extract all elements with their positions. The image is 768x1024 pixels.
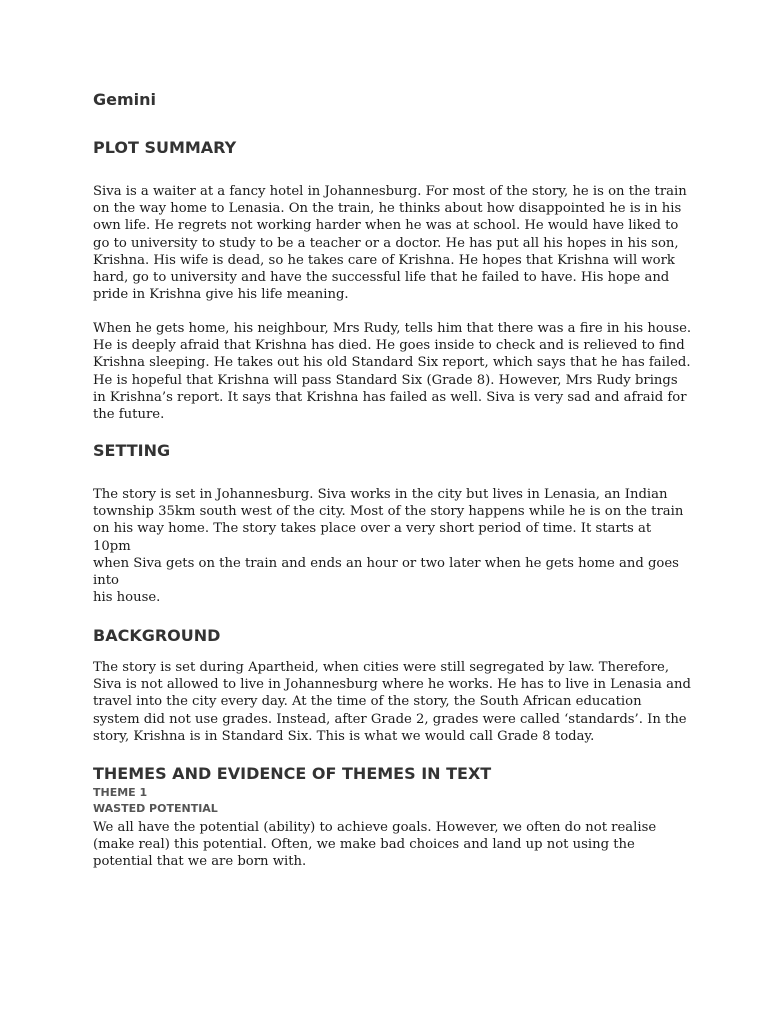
text-line: own life. He regrets not working harder when he was at school. He would have liked to [93, 218, 679, 234]
text-line: potential that we are born with. [93, 854, 307, 870]
text-line: When he gets home, his neighbour, Mrs Rudy, tells him that there was a fire in his house. [93, 321, 692, 336]
section-heading-background: BACKGROUND [93, 626, 221, 645]
section-heading-themes: THEMES AND EVIDENCE OF THEMES IN TEXT [93, 764, 492, 783]
theme-name-label: WASTED POTENTIAL [93, 802, 218, 815]
text-line: pride in Krishna give his life meaning. [93, 287, 349, 303]
text-line: Siva is a waiter at a fancy hotel in Johannesburg. For most of the story, he is on the train [93, 184, 687, 199]
text-line: We all have the potential (ability) to achieve goals. However, we often do not realise [93, 820, 657, 835]
text-line: Krishna. His wife is dead, so he takes care of Krishna. He hopes that Krishna will work [93, 252, 675, 268]
text-line: The story is set in Johannesburg. Siva works in the city but lives in Lenasia, an Indian [93, 487, 668, 502]
text-line: on his way home. The story takes place over a very short period of time. It starts at [93, 521, 652, 537]
themes-paragraph [93, 819, 656, 871]
text-line: in Krishna’s report. It says that Krishna has failed as well. Siva is very sad and afraid for [93, 389, 687, 405]
text-line: go to university to study to be a teacher or a doctor. He has put all his hopes in his son, [93, 235, 679, 251]
text-line: 10pm [93, 538, 131, 554]
plot-summary-paragraph-1 [93, 183, 687, 303]
text-line: on the way home to Lenasia. On the train, he thinks about how disappointed he is in his [93, 201, 682, 217]
text-line: into [93, 573, 119, 589]
document-title: Gemini [93, 90, 157, 109]
section-heading-setting: SETTING [93, 441, 171, 460]
text-line: Siva is not allowed to live in Johannesburg where he works. He has to live in Lenasia and [93, 677, 691, 693]
text-line: system did not use grades. Instead, after Grade 2, grades were called ‘standards’. In the [93, 711, 687, 727]
section-heading-plot-summary: PLOT SUMMARY [93, 138, 237, 157]
text-line: The story is set during Apartheid, when cities were still segregated by law. Therefore, [93, 660, 670, 675]
text-line: Krishna sleeping. He takes out his old Standard Six report, which says that he has failed. [93, 355, 691, 371]
text-line: when Siva gets on the train and ends an hour or two later when he gets home and goes [93, 555, 679, 571]
text-line: (make real) this potential. Often, we make bad choices and land up not using the [93, 837, 635, 853]
text-line: travel into the city every day. At the time of the story, the South African education [93, 694, 642, 710]
text-line: He is hopeful that Krishna will pass Standard Six (Grade 8). However, Mrs Rudy brings [93, 372, 678, 388]
plot-summary-paragraph-2 [93, 320, 691, 423]
text-line: the future. [93, 407, 165, 423]
text-line: story, Krishna is in Standard Six. This is what we would call Grade 8 today. [93, 728, 595, 744]
setting-paragraph [93, 486, 683, 606]
text-line: hard, go to university and have the successful life that he failed to have. His hope and [93, 270, 670, 286]
background-paragraph [93, 659, 691, 745]
text-line: township 35km south west of the city. Most of the story happens while he is on the train [93, 504, 684, 520]
text-line: his house. [93, 590, 161, 606]
text-line: He is deeply afraid that Krishna has died. He goes inside to check and is relieved to find [93, 338, 685, 354]
theme-number-label: THEME 1 [93, 786, 148, 799]
